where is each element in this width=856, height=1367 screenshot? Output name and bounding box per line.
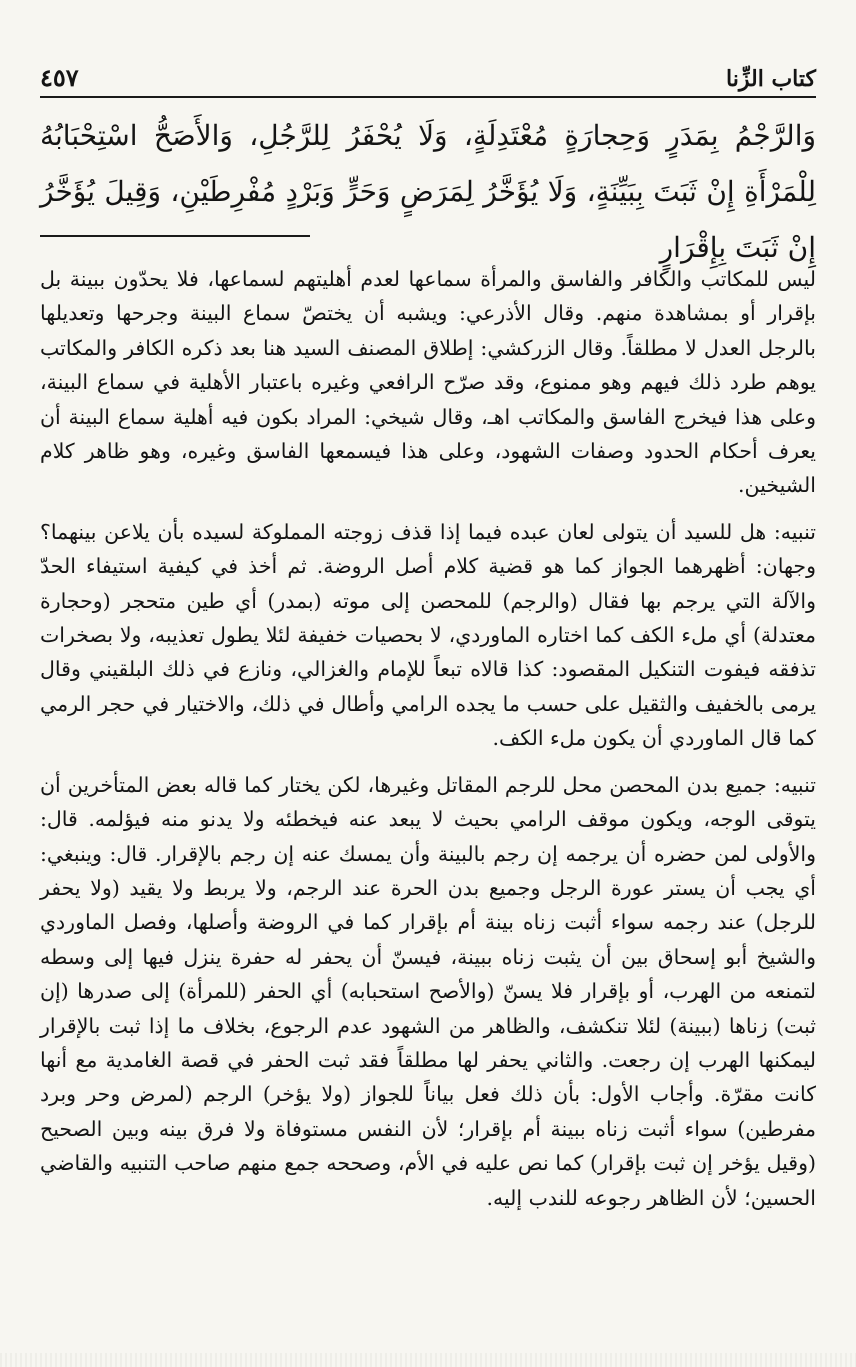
matn-text: وَالرَّجْمُ بِمَدَرٍ وَحِجارَةٍ مُعْتَدِلَةٍ، وَلَا يُحْفَرُ لِلرَّجُلِ، وَالأَصَحُّ اسْتِحْبَابُهُ لِلْمَرْأَةِ إِنْ ثَبَتَ بِبَيِّنَةٍ، وَلَا يُؤَخَّرُ لِمَرَضٍ وَحَرٍّ وَبَرْدٍ مُفْرِطَيْنِ، وَقِيلَ يُؤَخَّرُ إِنْ ثَبَتَ بِإِقْرَارٍ xyxy=(40,119,816,264)
commentary-paragraph-1: ليس للمكاتب والكافر والفاسق والمرأة سماعها لعدم أهليتهم لسماعها، فلا يحدّون ببينة بل بإقرار أو بمشاهدة منهم. وقال الأذرعي: ويشبه أن يختصّ سماع البينة وجرحها وتعديلها بالرجل العدل لا مطلقاً. وقال الزركشي: إطلاق المصنف السيد هنا بعد ذكره الكافر والمكاتب يوهم طرد ذلك فيهم وهو ممنوع، وقد صرّح الرافعي وغيره باعتبار الأهلية في سماع البينة، وعلى هذا فيخرج الفاسق والمكاتب اهـ، وقال شيخي: المراد بكون فيه أهلية سماع البينة أن يعرف أحكام الحدود وصفات الشهود، وعلى هذا فيسمعها الفاسق وغيره، وهو ظاهر كلام الشيخين. xyxy=(40,267,816,498)
scan-edge-noise xyxy=(0,1353,856,1367)
matn-separator-rule xyxy=(40,235,310,237)
commentary-paragraph-2: تنبيه: هل للسيد أن يتولى لعان عبده فيما إذا قذف زوجته المملوكة لسيده بأن يلاعن بينهما؟ وجهان: أظهرهما الجواز كما هو قضية كلام أصل الروضة. ثم أخذ في كيفية استيفاء الحدّ والآلة التي يرجم بها فقال (والرجم) للمحصن إلى موته (بمدر) أي طين متحجر (وحجارة معتدلة) أي ملء الكف كما اختاره الماوردي، لا بحصيات خفيفة لئلا يطول تعذيبه، ولا بصخرات تذفقه فيفوت التنكيل المقصود: كذا قالاه تبعاً للإمام والغزالي، ونازع في ذلك البلقيني وقال يرمى بالخفيف والثقيل على حسب ما يجده الرامي وأطال في ذلك، والاختيار في حجر الرمي كما قال الماوردي أن يكون ملء الكف. xyxy=(40,519,816,751)
running-title: كتاب الزِّنا xyxy=(726,66,816,92)
commentary xyxy=(40,262,816,1215)
commentary-paragraph-3: تنبيه: جميع بدن المحصن محل للرجم المقاتل وغيرها، لكن يختار كما قاله بعض المتأخرين أن يتوقى الوجه، ويكون موقف الرامي بحيث لا يبعد عنه فيخطئه ولا يدنو منه فيؤلمه. قال: والأولى لمن حضره أن يرجمه إن رجم بالبينة وأن يمسك عنه إن رجم بالإقرار. قال: وينبغي: أي يجب أن يستر عورة الرجل وجميع بدن الحرة عند الرجم، ولا يربط ولا يقيد (ولا يحفر للرجل) عند رجمه سواء أثبت زناه بينة أم بإقرار كما في الروضة وأصلها، وفصل الماوردي والشيخ أبو إسحاق بين أن يثبت زناه ببينة، فيسنّ أن يحفر له حفرة ينزل فيها إلى وسطه لتمنعه من الهرب، أو بإقرار فلا يسنّ (والأصح استحبابه) أي الحفر (للمرأة) إلى صدرها (إن ثبت) زناها (ببينة) لئلا تنكشف، والظاهر من الشهود عدم الرجوع، بخلاف ما إذا ثبت بالإقرار ليمكنها الهرب إن رجعت. والثاني يحفر لها مطلقاً فقد ثبت الحفر في قصة الغامدية مع أنها كانت مقرّة. وأجاب الأول: بأن ذلك فعل بياناً للجواز (ولا يؤخر) الرجم (لمرض وحر وبرد مفرطين) سواء أثبت زناه ببينة أم بإقرار؛ لأن النفس مستوفاة ولا فرق بينه وبين الصحيح (وقيل يؤخر إن ثبت بإقرار) كما نص عليه في الأم، وصححه جمع منهم صاحب التنبيه والقاضي الحسين؛ لأن الظاهر رجوعه للندب إليه. xyxy=(40,772,816,1210)
page-number: ٤٥٧ xyxy=(40,63,79,92)
header-rule xyxy=(40,96,816,98)
page-header xyxy=(40,50,816,92)
